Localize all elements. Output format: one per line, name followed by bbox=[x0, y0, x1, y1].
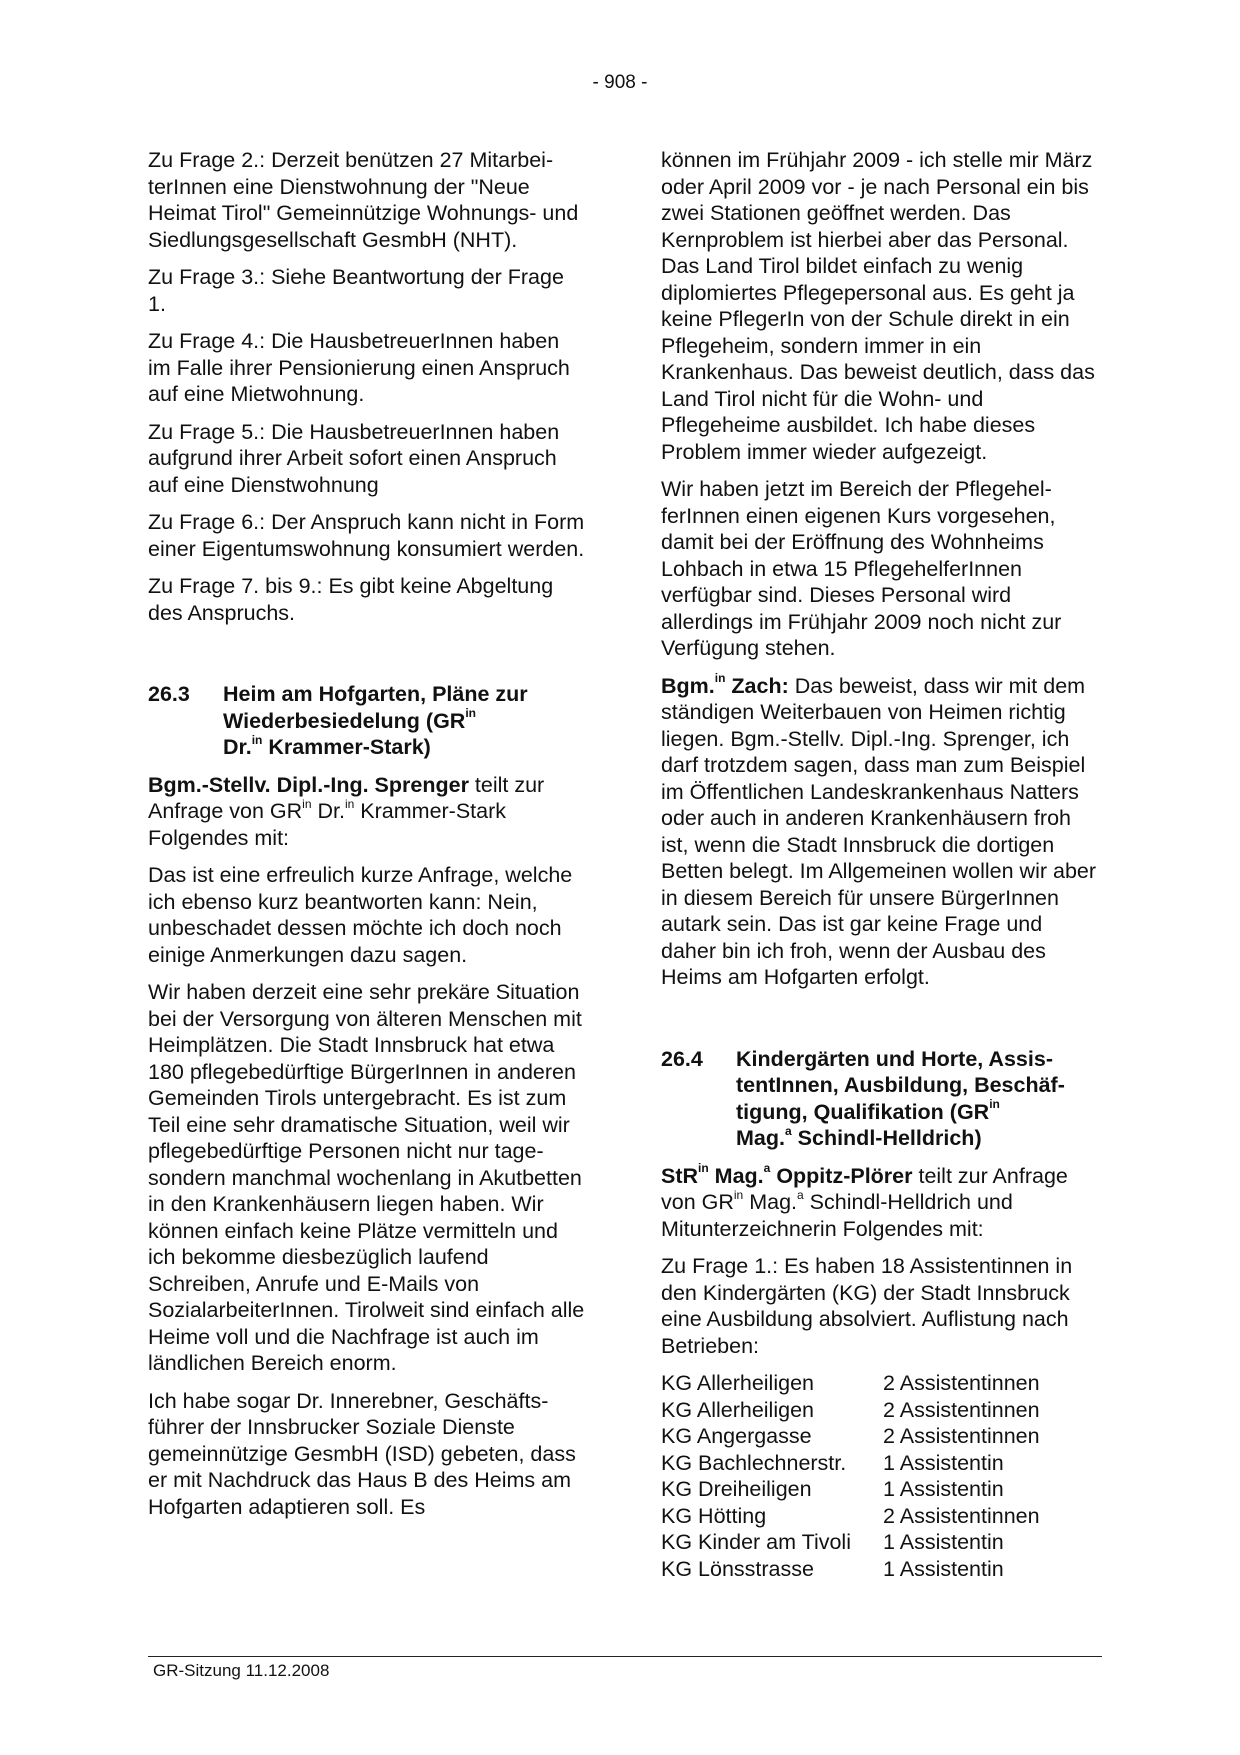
section-title: Heim am Hofgarten, Pläne zur Wiederbesiedelung ($GR^{in}$ Dr.$^{in}$ Krammer-Stark) bbox=[223, 682, 528, 759]
speaker-statement: Bgm.$^{in}$ Zach: Das beweist, dass wir mit dem ständigen Weiterbauen von Heimen richtig liegen. Bgm.-Stellv. Dipl.-Ing. Sprenger, ich darf trotzdem sagen, dass man zum Beispiel im Öffentlichen Landeskrankenhaus Natters oder auch in anderen Krankenhäusern froh ist, wenn die Stadt Innsbruck die dortigen Betten belegt. Im Allgemeinen wollen wir aber in diesem Bereich für unsere BürgerInnen autark sein. Das ist gar keine Frage und daher bin ich froh, wenn der Ausbau des Heims am Hofgarten erfolgt. bbox=[661, 671, 1097, 989]
section-number: 26.4 bbox=[661, 1046, 703, 1071]
body-paragraph: Das ist eine erfreulich kurze Anfrage, welche ich ebenso kurz beantworten kann: Nein, unbeschadet dessen möchte ich doch noch einige Anmerkungen dazu sagen. bbox=[148, 863, 573, 967]
answer-paragraph: Zu Frage 7. bis 9.: Es gibt keine Abgeltung des Anspruchs. bbox=[148, 574, 554, 625]
kg-name: KG Hötting bbox=[661, 1503, 767, 1528]
body-paragraph: Wir haben jetzt im Bereich der PflegehelferInnen einen eigenen Kurs vorgesehen, damit bei der Eröffnung des Wohnheims Lohbach in etwa 15 PflegehelferInnen verfügbar sind. Dieses Personal wird allerdings im Frühjahr 2009 noch nicht zur Verfügung stehen. bbox=[661, 477, 1062, 660]
table-row bbox=[661, 1556, 1040, 1583]
kg-name: KG Angergasse bbox=[661, 1424, 812, 1448]
answer-paragraph: Zu Frage 3.: Siehe Beantwortung der Frage 1. bbox=[148, 265, 564, 316]
table-row bbox=[661, 1397, 1040, 1424]
kg-count: 1 Assistentin bbox=[883, 1530, 1004, 1554]
answer-paragraph: Zu Frage 6.: Der Anspruch kann nicht in Form einer Eigentumswohnung konsumiert werden. bbox=[148, 510, 585, 561]
speaker-name: Bgm.$^{in}$ Zach: bbox=[661, 671, 789, 698]
kg-name: KG Bachlechnerstr. bbox=[661, 1450, 847, 1475]
section-heading-26-4 bbox=[661, 1046, 1101, 1152]
answer-paragraph: Zu Frage 1.: Es haben 18 Assistentinnen in den Kindergärten (KG) der Stadt Innsbruck eine Ausbildung absolviert. Auflistung nach Betrieben: bbox=[661, 1254, 1073, 1358]
section-heading-26-3 bbox=[148, 681, 586, 761]
table-row bbox=[661, 1423, 1040, 1450]
kg-count: 2 Assistentinnen bbox=[883, 1397, 1040, 1422]
footer-session-date: GR-Sitzung 11.12.2008 bbox=[153, 1661, 330, 1680]
footer-divider bbox=[148, 1656, 1102, 1657]
answer-paragraph: Zu Frage 2.: Derzeit benützen 27 MitarbeiterInnen eine Dienstwohnung der "Neue Heimat Tirol" Gemeinnützige Wohnungs- und Siedlungsgesellschaft GesmbH (NHT). bbox=[148, 148, 579, 252]
table-row bbox=[661, 1503, 1040, 1530]
body-paragraph: Ich habe sogar Dr. Innerebner, Geschäftsführer der Innsbrucker Soziale Dienste gemeinnützige GesmbH (ISD) gebeten, dass er mit Nachdruck das Haus B des Heims am Hofgarten adaptieren soll. Es bbox=[148, 1388, 576, 1519]
body-paragraph: Wir haben derzeit eine sehr prekäre Situation bei der Versorgung von älteren Menschen mit Heimplätzen. Die Stadt Innsbruck hat etwa 180 pflegebedürftige BürgerInnen in anderen Gemeinden Tirols untergebracht. Es ist zum Teil eine sehr dramatische Situation, weil wir pflegebedürftige Personen nicht nur tage- sondern manchmal wochenlang in Akutbetten in den Krankenhäusern liegen haben. Wir können einfach keine Plätze vermitteln und ich bekomme diesbezüglich laufend Schreiben, Anrufe und E-Mails von SozialarbeiterInnen. Tirolweit sind einfach alle Heime voll und die Nachfrage ist auch im ländlichen Bereich enorm. bbox=[148, 980, 585, 1375]
kg-name: KG Allerheiligen bbox=[661, 1371, 814, 1395]
body-paragraph: können im Frühjahr 2009 - ich stelle mir März oder April 2009 vor - je nach Personal ein bis zwei Stationen geöffnet werden. Das Kernproblem ist hierbei aber das Personal. Das Land Tirol bildet einfach zu wenig diplomiertes Pflegepersonal aus. Es geht ja keine PflegerIn von der Schule direkt in ein Pflegeheim, sondern immer in ein Krankenhaus. Das beweist deutlich, dass das Land Tirol nicht für die Wohn- und Pflegeheime ausbildet. Ich habe dieses Problem immer wieder aufgezeigt. bbox=[661, 148, 1095, 464]
kg-name: KG Dreiheiligen bbox=[661, 1477, 812, 1501]
kg-count: 1 Assistentin bbox=[883, 1450, 1004, 1475]
table-row bbox=[661, 1529, 1040, 1556]
section-number: 26.3 bbox=[148, 682, 190, 706]
table-row bbox=[661, 1370, 1040, 1397]
kg-count: 2 Assistentinnen bbox=[883, 1371, 1040, 1395]
section-title: Kindergärten und Horte, AssistentInnen, Ausbildung, Beschäftigung, Qualifikation ($GR^{in}$ Mag.$^a$ Schindl-Helldrich) bbox=[736, 1046, 1065, 1150]
speaker-name: Bgm.-Stellv. Dipl.-Ing. Sprenger bbox=[148, 772, 469, 797]
kg-name: KG Kinder am Tivoli bbox=[661, 1530, 851, 1554]
table-row bbox=[661, 1450, 1040, 1477]
page-number: - 908 - bbox=[592, 72, 648, 93]
speaker-name: StR$^{in}$ Mag.$^a$ Oppitz-Plörer bbox=[661, 1161, 913, 1188]
kg-name: KG Allerheiligen bbox=[661, 1397, 814, 1422]
kindergarten-list bbox=[661, 1370, 1040, 1582]
left-column bbox=[148, 147, 586, 1531]
kg-count: 2 Assistentinnen bbox=[883, 1424, 1040, 1448]
right-column bbox=[661, 147, 1101, 1582]
speaker-intro: Bgm.-Stellv. Dipl.-Ing. Sprenger teilt zur Anfrage von $GR^{in}$ Dr.$^{in}$ Krammer-Stark Folgendes mit: bbox=[148, 772, 545, 850]
answer-paragraph: Zu Frage 5.: Die HausbetreuerInnen haben aufgrund ihrer Arbeit sofort einen Anspruch auf eine Dienstwohnung bbox=[148, 419, 560, 497]
kg-name: KG Lönsstrasse bbox=[661, 1556, 814, 1581]
kg-count: 2 Assistentinnen bbox=[883, 1503, 1040, 1528]
table-row bbox=[661, 1476, 1040, 1503]
answer-paragraph: Zu Frage 4.: Die HausbetreuerInnen haben im Falle ihrer Pensionierung einen Anspruch auf eine Mietwohnung. bbox=[148, 329, 570, 406]
kg-count: 1 Assistentin bbox=[883, 1477, 1004, 1501]
speaker-intro: StR$^{in}$ Mag.$^a$ Oppitz-Plörer teilt zur Anfrage von $GR^{in}$ Mag.$^a$ Schindl-Helldrich und Mitunterzeichnerin Folgendes mit: bbox=[661, 1161, 1068, 1241]
kg-count: 1 Assistentin bbox=[883, 1556, 1004, 1581]
